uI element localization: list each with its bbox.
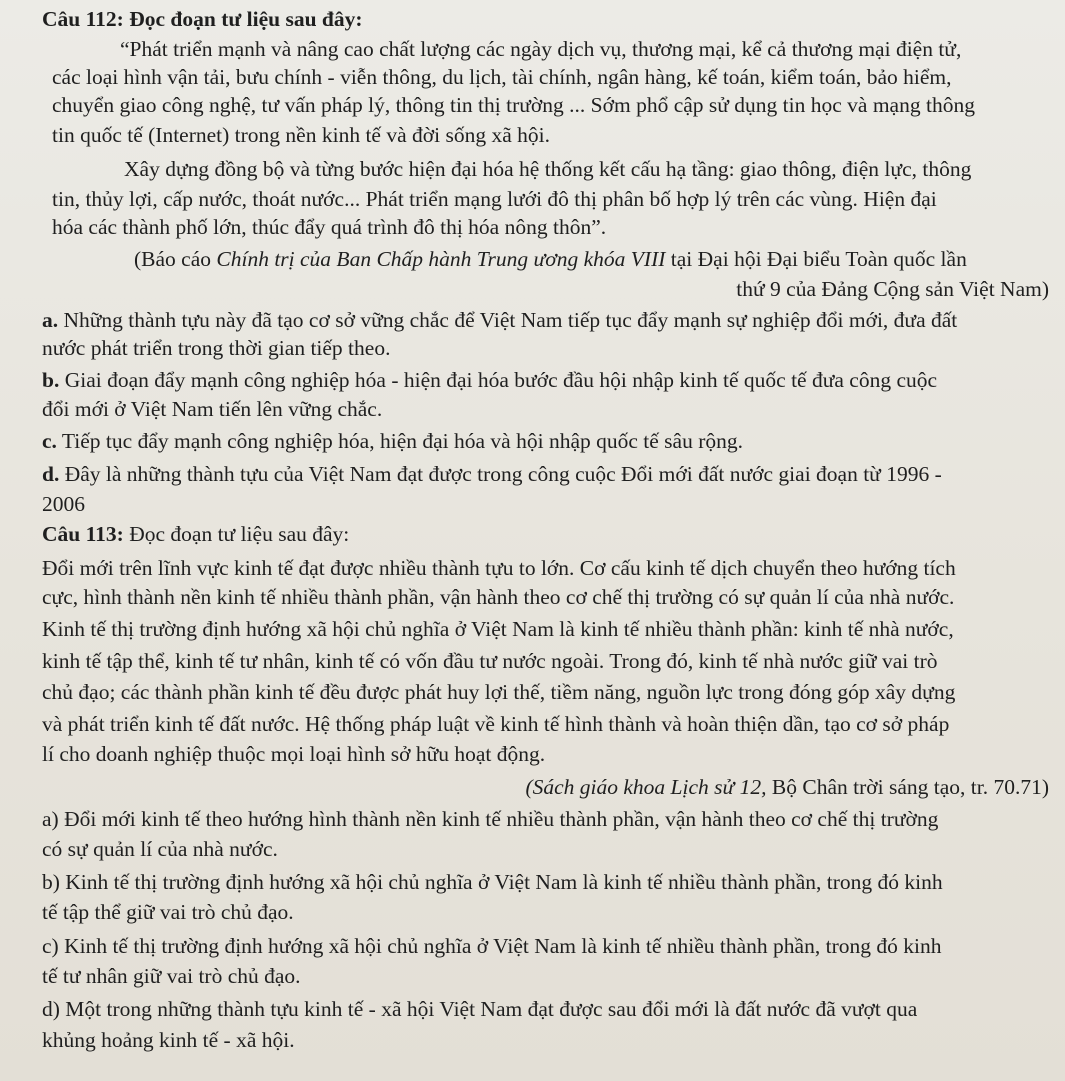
- q113-option-a: a) Đổi mới kinh tế theo hướng hình thành nền kinh tế nhiều thành phần, vận hành theo cơ chế thị trường: [42, 807, 939, 831]
- q112-quote-line-5: Xây dựng đồng bộ và từng bước hiện đại hóa hệ thống kết cấu hạ tầng: giao thông, điện lực, thông: [124, 157, 972, 181]
- q113-source-rest: Bộ Chân trời sáng tạo, tr. 70.71): [766, 775, 1049, 799]
- q112-option-c-text: Tiếp tục đẩy mạnh công nghiệp hóa, hiện đại hóa và hội nhập quốc tế sâu rộng.: [56, 429, 743, 453]
- q113-option-c-cont: tế tư nhân giữ vai trò chủ đạo.: [42, 964, 301, 988]
- q112-option-b: [42, 367, 937, 393]
- q112-option-d-cont: 2006: [42, 492, 85, 516]
- q112-source-line-2: thứ 9 của Đảng Cộng sản Việt Nam): [736, 277, 1049, 301]
- q113-heading-label: Câu 113:: [42, 522, 124, 546]
- q113-option-b: b) Kinh tế thị trường định hướng xã hội chủ nghĩa ở Việt Nam là kinh tế nhiều thành phần, trong đó kinh: [42, 870, 943, 894]
- q113-option-c: c) Kinh tế thị trường định hướng xã hội chủ nghĩa ở Việt Nam là kinh tế nhiều thành phần, trong đó kinh: [42, 934, 942, 958]
- q113-passage-line-4: kinh tế tập thể, kinh tế tư nhân, kinh tế có vốn đầu tư nước ngoài. Trong đó, kinh tế nhà nước giữ vai trò: [42, 649, 938, 673]
- q113-source: [525, 774, 1049, 800]
- q112-quote-line-6: tin, thủy lợi, cấp nước, thoát nước... Phát triển mạng lưới đô thị phân bố hợp lý trên các vùng. Hiện đại: [52, 187, 937, 211]
- q112-option-d-letter: d.: [42, 462, 60, 486]
- q113-option-b-cont: tế tập thể giữ vai trò chủ đạo.: [42, 900, 294, 924]
- q112-option-d-text: Đây là những thành tựu của Việt Nam đạt được trong công cuộc Đổi mới đất nước giai đoạn từ 1996 -: [59, 462, 942, 486]
- q112-source-italic: Chính trị của Ban Chấp hành Trung ương khóa VIII: [216, 247, 666, 271]
- q113-passage-line-5: chủ đạo; các thành phần kinh tế đều được phát huy lợi thế, tiềm năng, nguồn lực trong đóng góp xây dựng: [42, 680, 956, 704]
- q112-quote-line-3: chuyển giao công nghệ, tư vấn pháp lý, thông tin thị trường ... Sớm phổ cập sử dụng tin học và mạng thông: [52, 93, 975, 117]
- q112-option-d: [42, 461, 942, 487]
- q113-source-italic: (Sách giáo khoa Lịch sử 12,: [525, 775, 767, 799]
- q113-passage-line-2: cực, hình thành nền kinh tế nhiều thành phần, vận hành theo cơ chế thị trường có sự quản lí của nhà nước.: [42, 585, 955, 609]
- q112-option-c: [42, 428, 743, 454]
- q112-source: [134, 246, 967, 272]
- q112-quote-line-1: “Phát triển mạnh và nâng cao chất lượng các ngày dịch vụ, thương mại, kể cả thương mại điện tử,: [120, 37, 962, 61]
- q112-quote-line-2: các loại hình vận tải, bưu chính - viễn thông, du lịch, tài chính, ngân hàng, kế toán, kiểm toán, bảo hiểm,: [52, 65, 952, 89]
- q112-option-b-cont: đổi mới ở Việt Nam tiến lên vững chắc.: [42, 397, 383, 421]
- q113-option-d-cont: khủng hoảng kinh tế - xã hội.: [42, 1028, 295, 1052]
- q112-option-a-letter: a.: [42, 308, 59, 332]
- q113-passage-line-7: lí cho doanh nghiệp thuộc mọi loại hình sở hữu hoạt động.: [42, 742, 546, 766]
- q113-passage-line-3: Kinh tế thị trường định hướng xã hội chủ nghĩa ở Việt Nam là kinh tế nhiều thành phần: kinh tế nhà nước,: [42, 617, 954, 641]
- q112-quote-line-4: tin quốc tế (Internet) trong nền kinh tế và đời sống xã hội.: [52, 123, 550, 147]
- q112-source-open: (Báo cáo: [134, 247, 217, 271]
- q113-option-d: d) Một trong những thành tựu kinh tế - xã hội Việt Nam đạt được sau đổi mới là đất nước đã vượt qua: [42, 997, 918, 1021]
- q113-passage-line-6: và phát triển kinh tế đất nước. Hệ thống pháp luật về kinh tế hình thành và hoàn thiện dần, tạo cơ sở pháp: [42, 712, 950, 736]
- q112-option-b-letter: b.: [42, 368, 60, 392]
- q112-heading: Câu 112: Đọc đoạn tư liệu sau đây:: [42, 7, 363, 31]
- q113-heading: [42, 521, 349, 547]
- q113-heading-rest: Đọc đoạn tư liệu sau đây:: [123, 522, 350, 546]
- q112-option-a-cont: nước phát triển trong thời gian tiếp theo.: [42, 336, 391, 360]
- q112-option-a-text: Những thành tựu này đã tạo cơ sở vững chắc để Việt Nam tiếp tục đẩy mạnh sự nghiệp đổi mới, đưa đất: [58, 308, 958, 332]
- q112-option-b-text: Giai đoạn đẩy mạnh công nghiệp hóa - hiện đại hóa bước đầu hội nhập kinh tế quốc tế đưa công cuộc: [59, 368, 938, 392]
- q113-option-a-cont: có sự quản lí của nhà nước.: [42, 837, 278, 861]
- q113-passage-line-1: Đổi mới trên lĩnh vực kinh tế đạt được nhiều thành tựu to lớn. Cơ cấu kinh tế dịch chuyển theo hướng tích: [42, 556, 956, 580]
- q112-source-rest: tại Đại hội Đại biểu Toàn quốc lần: [665, 247, 967, 271]
- q112-option-c-letter: c.: [42, 429, 57, 453]
- q112-option-a: [42, 307, 957, 333]
- q112-quote-line-7: hóa các thành phố lớn, thúc đẩy quá trình đô thị hóa nông thôn”.: [52, 215, 607, 239]
